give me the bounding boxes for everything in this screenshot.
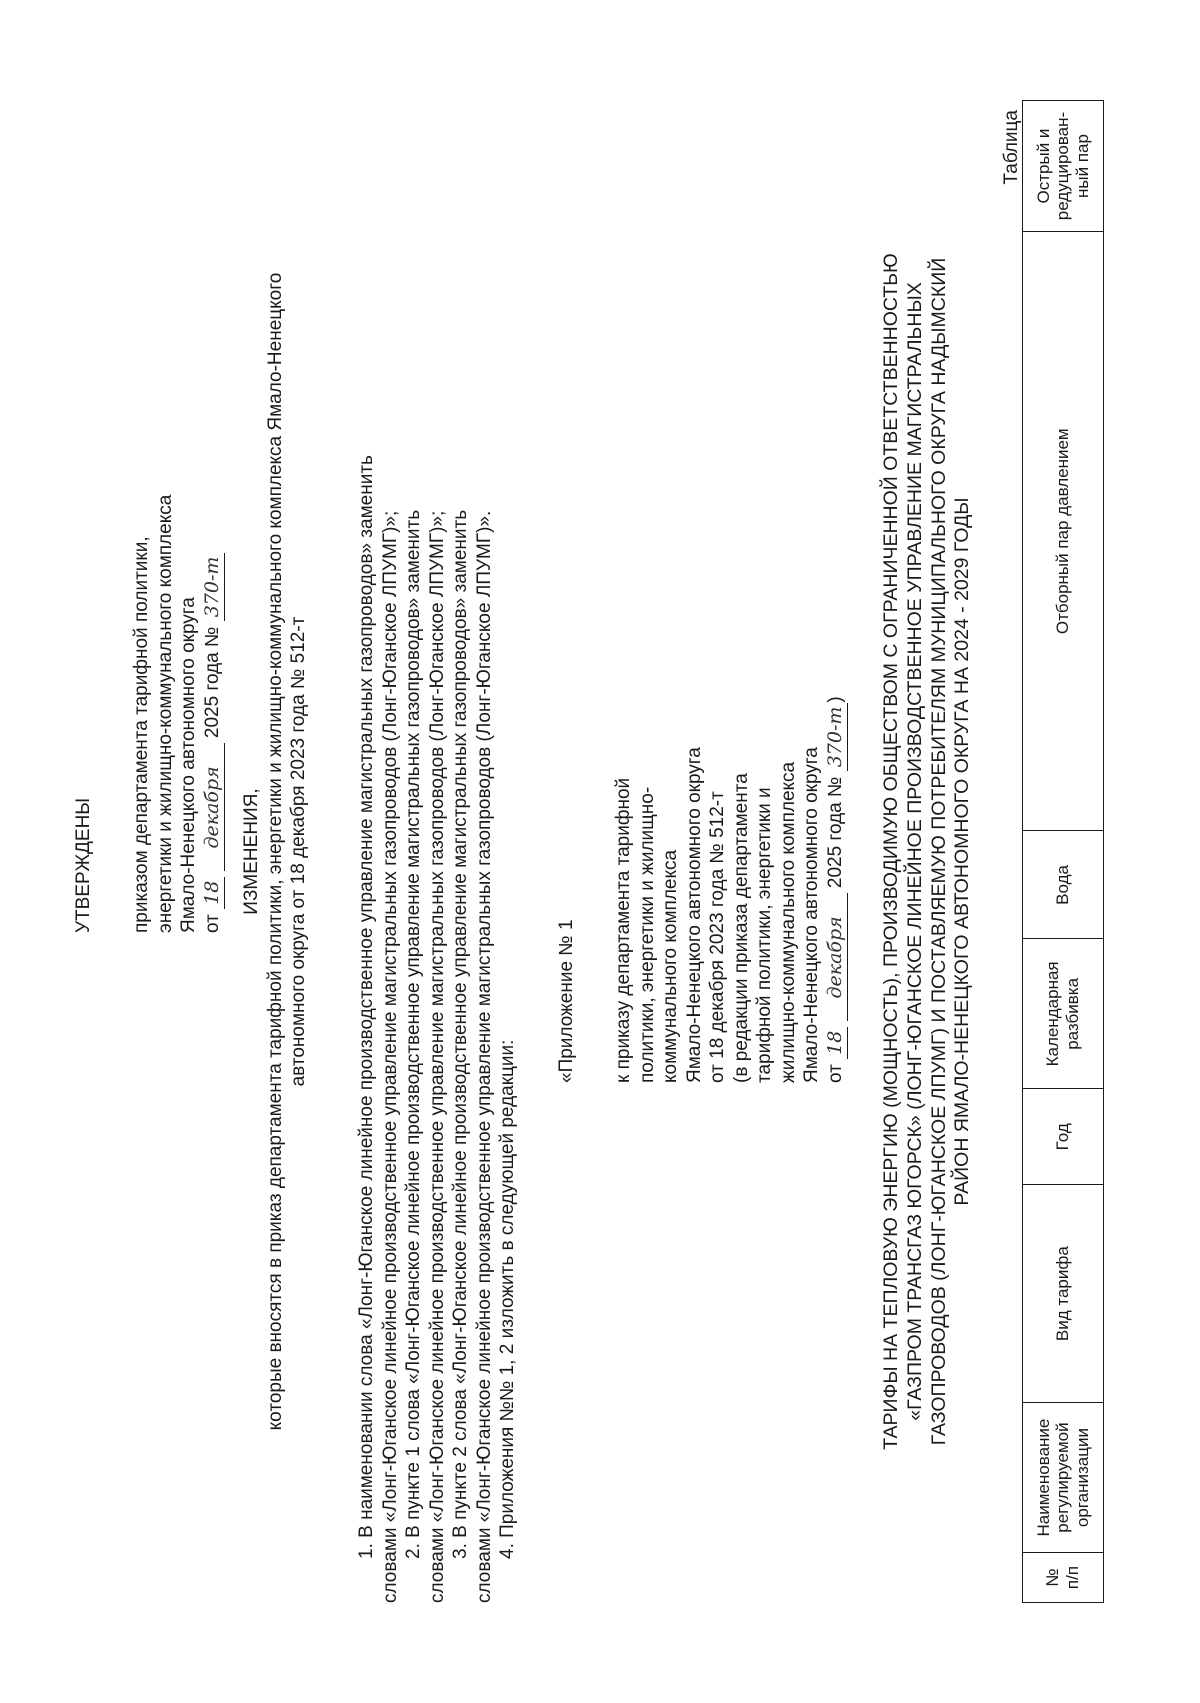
header-selected-steam: Отборный пар давлением	[1023, 232, 1104, 831]
appendix-line: жилищно-коммунального комплекса	[777, 761, 799, 1083]
paragraph-3-line-1: 3. В пункте 2 слова «Лонг-Юганское линейное производственное управление магистральных газопроводов» заменить	[450, 509, 472, 1559]
tariff-title-line-4: РАЙОН ЯМАЛО-НЕНЕЦКОГО АВТОНОМНОГО ОКРУГА НА 2024 - 2029 ГОДЫ	[951, 497, 974, 1206]
appendix-line: коммунального комплекса	[660, 849, 682, 1083]
changes-title-block	[240, 100, 311, 1603]
changes-subtitle-1: которые вносятся в приказ департамента тарифной политики, энергетики и жилищно-коммунального комплекса Ямало-Ненецкого	[264, 272, 286, 1431]
approved-from: от	[201, 914, 223, 933]
changes-subtitle-2: автономного округа от 18 декабря 2023 года № 512-т	[288, 616, 310, 1087]
appendix-line: Ямало-Ненецкого автономного округа	[801, 747, 823, 1083]
paragraph-2-line-1: 2. В пункте 1 слова «Лонг-Юганское линейное производственное управление магистральных газопроводов» заменить	[403, 509, 425, 1559]
approved-year-text: 2025 года №	[201, 626, 223, 739]
approved-signature-month: декабря	[201, 743, 226, 871]
appendix-line: политики, энергетики и жилищно-	[636, 786, 658, 1083]
approved-signature-number: 370-т	[201, 553, 226, 622]
paragraph-2-line-2: словами «Лонг-Юганское линейное производственное управление магистральных газопроводов (Лонг-Юганское ЛПУМГ)»;	[426, 510, 448, 1603]
appendix-from: от	[824, 1064, 846, 1083]
approved-line-1: приказом департамента тарифной политики,	[131, 536, 152, 933]
tariff-title	[880, 100, 975, 1603]
appendix-line: тарифной политики, энергетики и	[754, 787, 776, 1083]
appendix-line: (в редакции приказа департамента	[730, 773, 752, 1083]
approved-heading: УТВЕРЖДЕНЫ	[73, 797, 94, 933]
changes-title: ИЗМЕНЕНИЯ,	[241, 788, 262, 915]
header-calendar	[1023, 939, 1104, 1089]
appendix-close-paren: )	[824, 696, 846, 703]
changes-body	[355, 100, 520, 1603]
tariff-title-line-3: ГАЗОПРОВОДОВ (ЛОНГ-ЮГАНСКОЕ ЛПУМГ) И ПОСТАВЛЯЕМУЮ ПОТРЕБИТЕЛЯМ МУНИЦИПАЛЬНОГО ОКРУГА НАДЫМСКИЙ	[927, 257, 950, 1446]
appendix-line: к приказу департамента тарифной	[613, 777, 634, 1083]
header-tariff-type: Вид тарифа	[1023, 1185, 1104, 1403]
header-sharp-steam-line-2: редуцирован-	[1053, 111, 1073, 221]
appendix-line: от 18 декабря 2023 года № 512-т	[707, 791, 729, 1083]
header-year: Год	[1023, 1089, 1104, 1185]
approved-signature-day: 18	[201, 877, 226, 909]
paragraph-1-line-2: словами «Лонг-Юганское линейное производственное управление магистральных газопроводов (Лонг-Юганское ЛПУМГ)»;	[379, 510, 401, 1603]
paragraph-1-line-1: 1. В наименовании слова «Лонг-Юганское линейное производственное управление магистральных газопроводов» заменить	[356, 455, 377, 1559]
header-number	[1023, 1553, 1104, 1603]
approved-line-3: Ямало-Ненецкого автономного округа	[178, 597, 200, 933]
approved-date-line	[201, 373, 226, 933]
header-organization-line-3: организации	[1072, 1428, 1092, 1528]
tariff-title-line-1: ТАРИФЫ НА ТЕПЛОВУЮ ЭНЕРГИЮ (МОЩНОСТЬ), ПРОИЗВОДИМУЮ ОБЩЕСТВОМ С ОГРАНИЧЕННОЙ ОТВЕТСТВЕННОСТЬЮ	[880, 253, 902, 1450]
tariff-table	[1022, 100, 1104, 1603]
header-organization	[1023, 1403, 1104, 1553]
header-calendar-line-2: разбивка	[1063, 977, 1082, 1050]
table-caption: Таблица	[1001, 110, 1022, 185]
header-sharp-steam-line-1: Острый и	[1033, 128, 1053, 204]
appendix-signature-day: 18	[824, 1027, 849, 1059]
appendix-title: «Приложение № 1	[556, 919, 577, 1083]
header-sharp-steam-line-3: ный пар	[1072, 134, 1092, 198]
appendix-line: Ямало-Ненецкого автономного округа	[683, 747, 705, 1083]
header-organization-line-2: регулируемой	[1053, 1422, 1073, 1533]
header-sharp-steam	[1023, 101, 1104, 232]
header-number-line-1: №	[1043, 1568, 1063, 1587]
header-organization-line-1: Наименование	[1033, 1418, 1053, 1537]
approved-line-2: энергетики и жилищно-коммунального комплекса	[154, 494, 176, 933]
appendix-year-text: 2025 года №	[824, 776, 846, 889]
header-water: Вода	[1023, 831, 1104, 939]
appendix-block	[612, 523, 848, 1083]
header-calendar-line-1: Календарная	[1043, 961, 1063, 1067]
paragraph-3-line-2: словами «Лонг-Юганское линейное производственное управление магистральных газопроводов (Лонг-Юганское ЛПУМГ)».	[473, 510, 495, 1603]
appendix-signature-number: 370-т	[824, 703, 849, 772]
tariff-title-line-2: «ГАЗПРОМ ТРАНСГАЗ ЮГОРСК» (ЛОНГ-ЮГАНСКОЕ ЛИНЕЙНОЕ ПРОИЗВОДСТВЕННОЕ УПРАВЛЕНИЕ МАГИСТРАЛЬНЫХ	[903, 282, 926, 1421]
table-header-row	[1023, 101, 1104, 1603]
appendix-date-line	[824, 523, 849, 1083]
approved-block	[130, 373, 225, 933]
header-number-line-2: п/п	[1063, 1565, 1082, 1590]
appendix-signature-month: декабря	[824, 893, 849, 1021]
paragraph-4: 4. Приложения №№ 1, 2 изложить в следующей редакции:	[497, 1039, 519, 1559]
